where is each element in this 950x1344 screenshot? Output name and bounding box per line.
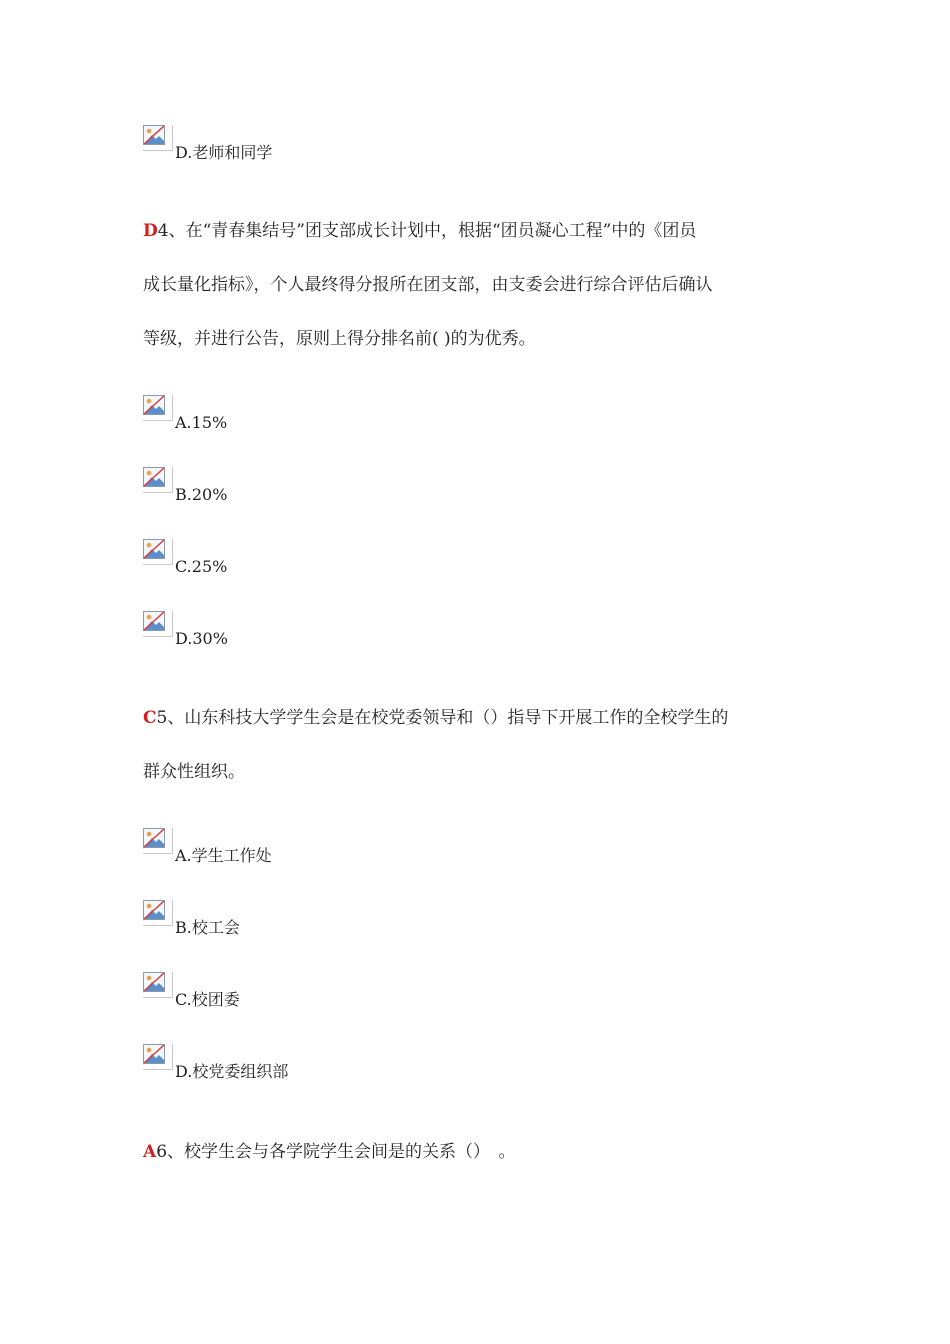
option-label: D.校党委组织部 (175, 1062, 289, 1081)
broken-image-icon (143, 395, 173, 421)
option-label: D.老师和同学 (175, 143, 273, 162)
option-label: C.25% (175, 557, 228, 576)
option-item (143, 467, 743, 507)
question-text-line: 6、校学生会与各学院学生会间是的关系（） 。 (156, 1142, 516, 1162)
option-item (143, 539, 743, 579)
option-item (143, 900, 743, 940)
option-label: A.学生工作处 (175, 846, 272, 865)
answer-mark: D (143, 221, 158, 241)
option-item (143, 125, 743, 165)
question-text-line: 成长量化指标》，个人最终得分报所在团支部，由支委会进行综合评估后确认 (143, 275, 713, 295)
broken-image-icon (143, 900, 173, 926)
question-6 (143, 1125, 813, 1179)
option-label: A.15% (175, 413, 228, 432)
question-text-line: 群众性组织。 (143, 762, 245, 782)
question-text-line: 5、山东科技大学学生会是在校党委领导和（）指导下开展工作的全校学生的 (156, 708, 729, 728)
broken-image-icon (143, 972, 173, 998)
broken-image-icon (143, 828, 173, 854)
option-label: B.20% (175, 485, 228, 504)
option-label: D.30% (175, 629, 228, 648)
option-label: B.校工会 (175, 918, 240, 937)
option-label: C.校团委 (175, 990, 240, 1009)
broken-image-icon (143, 539, 173, 565)
option-item (143, 611, 743, 651)
question-4 (143, 204, 813, 366)
broken-image-icon (143, 611, 173, 637)
question-text-line: 4、在“青春集结号”团支部成长计划中，根据“团员凝心工程”中的《团员 (157, 221, 697, 241)
question-5 (143, 691, 813, 799)
broken-image-icon (143, 467, 173, 493)
broken-image-icon (143, 125, 173, 151)
broken-image-icon (143, 1044, 173, 1070)
option-item (143, 395, 743, 435)
question-text-line: 等级，并进行公告，原则上得分排名前( )的为优秀。 (143, 329, 536, 349)
option-item (143, 972, 743, 1012)
answer-mark: A (143, 1142, 157, 1162)
answer-mark: C (143, 708, 157, 728)
option-item (143, 1044, 743, 1084)
option-item (143, 828, 743, 868)
